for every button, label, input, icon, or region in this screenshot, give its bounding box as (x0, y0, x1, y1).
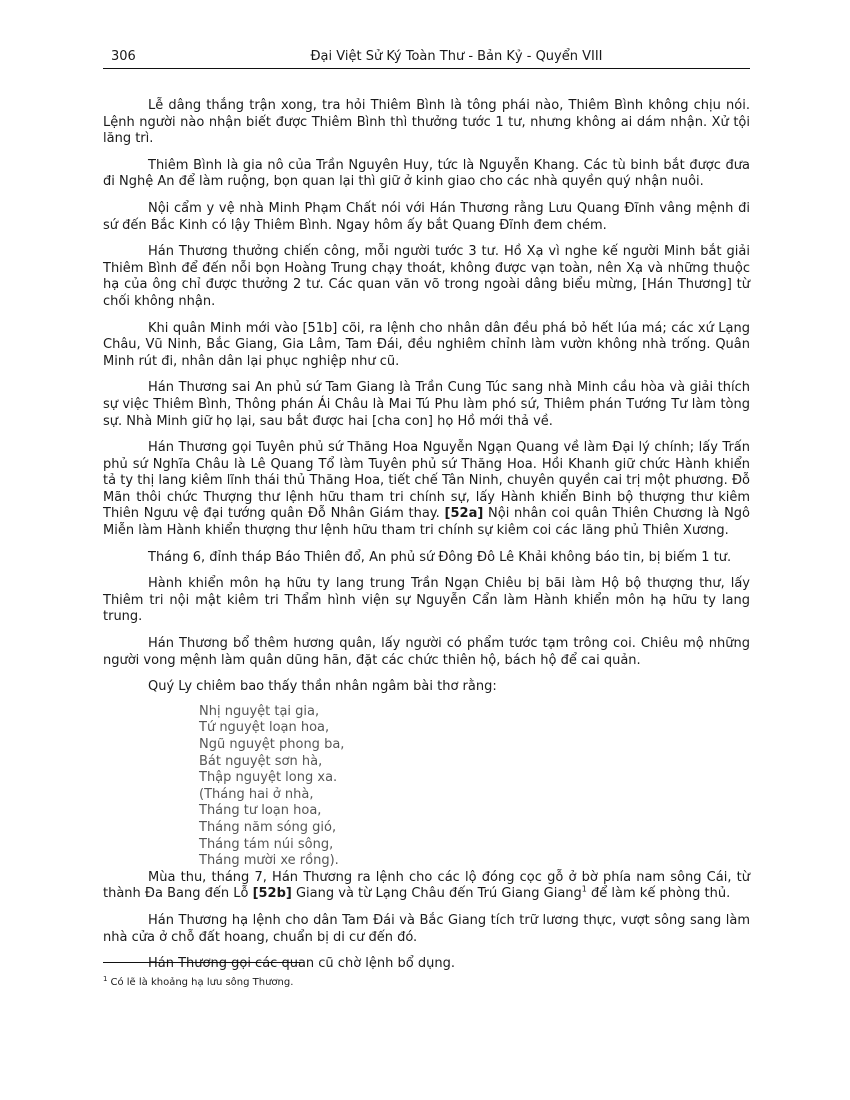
footnote-divider (103, 962, 301, 963)
paragraph: Thiêm Bình là gia nô của Trần Nguyên Huy, tức là Nguyễn Khang. Các tù binh bắt được đưa đi Nghệ An để làm ruộng, bọn quan lại thì giữ ở kinh giao cho các nhà quyền quý nhận nuôi. (103, 157, 750, 190)
poem-line: Tháng mười xe rồng). (199, 853, 339, 869)
poem-line: Nhị nguyệt tại gia, (199, 703, 320, 719)
text-span: Hán Thương gọi Tuyên phủ sứ Thăng Hoa Nguyễn Ngạn Quang về làm Đại lý chính; lấy Trấn phủ sứ Nghĩa Châu là Lê Quang Tổ làm Tuyên phủ sứ Thăng Hoa. Hồi Khanh giữ chức Hành khiển tả ty thị lang kiêm lĩnh thái thủ Thăng Hoa, tiết chế Tân Ninh, chuyên quyền cai trị một phương. Đỗ Mãn thôi chức Thượng thư lệnh hữu tham tri chính sự, lấy Hành khiển Binh bộ thượng thư kiêm Thiên Ngưu vệ đại tướng quân Đỗ Nhân Giám thay. (103, 440, 750, 522)
running-title: Đại Việt Sử Ký Toàn Thư - Bản Kỷ - Quyển VIII (310, 49, 603, 64)
folio-marker: [52a] (444, 506, 484, 522)
poem-line: Tứ nguyệt loạn hoa, (199, 720, 330, 736)
paragraph (103, 870, 750, 903)
poem-line: Tháng năm sóng gió, (199, 819, 337, 835)
page-number: 306 (111, 49, 136, 64)
footnote-reference[interactable]: 1 (581, 885, 587, 895)
main-text (103, 98, 750, 983)
text-span: Giang và từ Lạng Châu đến Trú Giang Giang (295, 886, 582, 902)
poem-line: Thập nguyệt long xa. (199, 770, 338, 786)
paragraph: Khi quân Minh mới vào [51b] cõi, ra lệnh cho nhân dân đều phá bỏ hết lúa má; các xứ Lạng Châu, Vũ Ninh, Bắc Giang, Gia Lâm, Tam Đái, đều nghiêm chỉnh làm vườn không nhà trống. Quân Minh rút đi, nhân dân lại phục nghiệp như cũ. (103, 320, 750, 369)
paragraph: Lễ dâng thắng trận xong, tra hỏi Thiêm Bình là tông phái nào, Thiêm Bình không chịu nói. Lệnh người nào nhận biết được Thiêm Bình thì thưởng tước 1 tư, nhưng không ai dám nhận. Xử tội lăng trì. (103, 98, 750, 147)
poem-line: Bát nguyệt sơn hà, (199, 753, 323, 769)
footnote-text: Có lẽ là khoảng hạ lưu sông Thương. (110, 977, 294, 988)
text-span: để làm kế phòng thủ. (591, 886, 731, 902)
folio-marker: [52b] (252, 886, 292, 902)
text-span: Mùa thu, tháng 7, Hán Thương ra lệnh cho các lộ đóng cọc gỗ ở bờ phía nam sông Cái, từ thành Đa Bang đến Lỗ (103, 869, 750, 902)
paragraph: Tháng 6, đỉnh tháp Báo Thiên đổ, An phủ sứ Đông Đô Lê Khải không báo tin, bị biếm 1 tư. (148, 549, 732, 565)
paragraph: Hán Thương hạ lệnh cho dân Tam Đái và Bắc Giang tích trữ lương thực, vượt sông sang làm nhà cửa ở chỗ đất hoang, chuẩn bị di cư đến đó. (103, 912, 750, 945)
paragraph: Hán Thương gọi các quan cũ chờ lệnh bổ dụng. (148, 956, 455, 972)
poem (199, 704, 750, 870)
paragraph: Nội cẩm y vệ nhà Minh Phạm Chất nói với Hán Thương rằng Lưu Quang Đĩnh vâng mệnh đi sứ đến Bắc Kinh có lậy Thiêm Bình. Ngay hôm ấy bắt Quang Đĩnh đem chém. (103, 200, 750, 233)
paragraph: Hán Thương sai An phủ sứ Tam Giang là Trần Cung Túc sang nhà Minh cầu hòa và giải thích sự việc Thiêm Bình, Thông phán Ái Châu là Mai Tú Phu làm phó sứ, Thiêm phán Tướng Tư làm tòng sự. Nhà Minh giữ họ lại, sau bắt được hai [cha con] họ Hồ mới thả về. (103, 380, 750, 429)
running-header (103, 48, 750, 69)
poem-line: Tháng tám núi sông, (199, 836, 334, 852)
paragraph: Hán Thương thưởng chiến công, mỗi người tước 3 tư. Hồ Xạ vì nghe kế người Minh bắt giải Thiêm Bình để đến nỗi bọn Hoàng Trung chạy thoát, không được vạn toàn, nên Xạ và những thuộc hạ của ông chỉ được thưởng 2 tư. Các quan văn võ trong ngoài dâng biểu mừng, [Hán Thương] từ chối không nhận. (103, 244, 750, 309)
poem-line: (Tháng hai ở nhà, (199, 786, 314, 802)
paragraph: Quý Ly chiêm bao thấy thần nhân ngâm bài thơ rằng: (148, 679, 497, 695)
text-span: Nội nhân coi quân Thiên Chương là Ngô Miễn làm Hành khiển thượng thư lệnh hữu tham tri chính sự kiêm coi các lăng phủ Thiên Xương. (103, 506, 751, 539)
paragraph (103, 440, 750, 540)
poem-line: Tháng tư loạn hoa, (199, 803, 322, 819)
footnote (103, 974, 750, 988)
paragraph: Hán Thương bổ thêm hương quân, lấy người có phẩm tước tạm trông coi. Chiêu mộ những người vong mệnh làm quân dũng hãn, đặt các chức thiên hộ, bách hộ để cai quản. (103, 636, 750, 668)
footnote-mark: 1 (103, 974, 108, 983)
poem-line: Ngũ nguyệt phong ba, (199, 737, 345, 752)
paragraph: Hành khiển môn hạ hữu ty lang trung Trần Ngạn Chiêu bị bãi làm Hộ bộ thượng thư, lấy Thiêm tri nội mật kiêm tri Thẩm hình viện sự Nguyễn Cẩn làm Hành khiển môn hạ hữu ty lang trung. (103, 576, 750, 625)
